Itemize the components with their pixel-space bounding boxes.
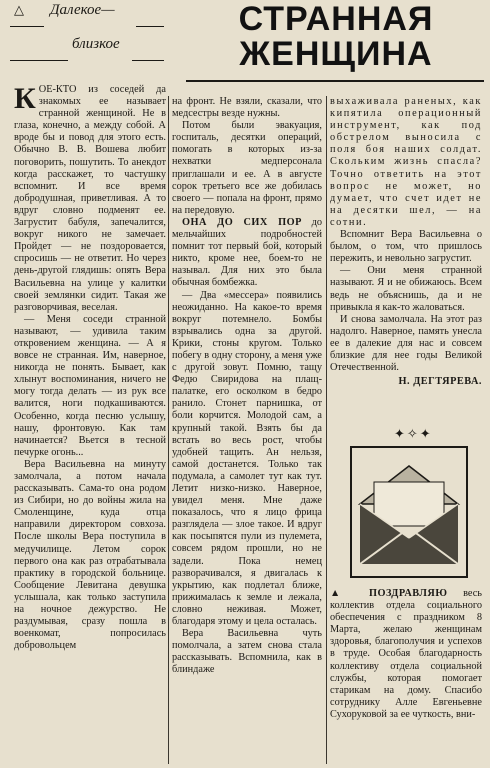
drop-cap: К [14, 84, 36, 115]
rubric-rule-bottom-left [10, 60, 68, 61]
subheading: ОНА ДО СИХ ПОР [182, 216, 302, 228]
article-headline [186, 2, 486, 72]
notice-lead: ПОЗДРАВЛЯЮ [368, 588, 448, 599]
rubric-rule-left [10, 26, 44, 27]
notice-text: весь коллектив отдела социального обеспечения с праздником 8 Марта, желаю женщинам здоровья, благополучия и успехов в труде. Особая благодарность коллективу отдела социальной службы, которая помогает старикам на дому. Спасибо сотруднику Алле Евгеньевне Сухоруковой за ее чуткость, вни- [330, 588, 482, 720]
paragraph: — Меня соседи странной называют, — удивила таким откровением женщина. — А я вовсе не странная. Им, наверное, никогда не понять. Бывает, как хлынут воспоминания, ничего не могу тогда делать — из рук все валится, ноги подкашиваются. Особенно, когда песню услышу, нашу, фронтовую. Как там начинается? Вьется в тесной печурке огонь... [14, 313, 166, 458]
headline-line-1: СТРАННАЯ [238, 0, 434, 38]
paragraph: выхаживала раненых, как кипятила операционный инструмент, как под обстрелом выносила с поля боя наших солдат. Скольким жизнь спасла? Точно ответить на этот вопрос не может, но думает, что счет идет не на десятки шел, — на сотни. [330, 96, 482, 228]
rubric-line-1: Далекое— [50, 2, 115, 18]
headline-rule [186, 80, 484, 82]
article-column-2 [172, 96, 322, 764]
paragraph: Вспомнит Вера Васильевна о былом, о том, что пришлось пережить, и невольно загрустит. [330, 229, 482, 265]
article-column-1 [14, 84, 166, 764]
triangle-icon: △ [14, 2, 24, 17]
rubric-rule-right [136, 26, 164, 27]
column-divider [168, 96, 169, 764]
paragraph [14, 84, 166, 314]
paragraph: Вера Васильевна на минуту замолчала, а потом начала рассказывать. Сама-то она родом из Сибири, но до войны жила на Смоленщине, куда отца направили директором совхоза. После школы Вера поступила в медучилище. Летом сорок первого она как раз отрабатывала практику в городской больнице. Сообщение Левитана девушка услышала, как только заступила на ночное дежурство. Не раздумывая, сразу пошла в военкомат, попросилась добровольцем [14, 458, 166, 652]
rubric-line-2: близкое [72, 36, 120, 52]
congratulations-notice [330, 588, 482, 764]
paragraph: на фронт. Не взяли, сказали, что медсестры везде нужны. [172, 96, 322, 120]
paragraph: — Они меня странной называют. Я и не обижаюсь. Всем ведь не объяснишь, да и не привыкла я как-то жаловаться. [330, 265, 482, 313]
paragraph [172, 217, 322, 290]
ornament-icon: ✦✧✦ [394, 426, 433, 441]
paragraph: Вера Васильевна чуть помолчала, а затем снова стала рассказывать. Вспомнила, как в блиндаже [172, 628, 322, 676]
paragraph-text: до мельчайших подробностей помнит тот первый бой, который никто, кроме нее, боем-то не называл. Для них это была обычная бомбежка. [172, 216, 322, 289]
rubric [10, 0, 165, 70]
triangle-bullet-icon: ▲ [330, 588, 354, 599]
envelope-icon [350, 446, 468, 578]
paragraph-text: ОЕ-КТО из соседей да знакомых ее называет странной женщиной. Не в глаза, конечно, а между собой. А вроде бы и повод для этого есть. Обычно В. В. Вошева любит поговорить, пошутить. То анекдот когда расскажет, то частушку вспомнит. И все время добродушная, приветливая. А то вдруг словно подменят ее. Загрустит бабуля, запечалится, вокруг никого не замечает. Пройдет — не поздоровается, спросишь — не ответит. Но через день-другой глядишь: опять Вера Васильевна на улице у калитки своей землянки сидит. Такая же разговорчивая, веселая. [14, 84, 166, 313]
article-author: Н. ДЕГТЯРЕВА. [398, 376, 482, 388]
rubric-rule-bottom-right [132, 60, 164, 61]
column-divider [326, 96, 327, 764]
paragraph: — Два «мессера» появились неожиданно. На какое-то время вокруг потемнело. Бомбы взрывались одна за другой. Крики, стоны кругом. Только побегу в одну сторону, а меня уже с другой зовут. Помню, тащу Федю Свиридова на плащ-палатке, его осколком в бедро ранило. Стонет парнишка, от боли корчится. Молодой сам, а крупный такой. Взять бы да встать во весь рост, чтобы удобней тащить. Ан нельзя, самой достанется. Только так подумала, а самолет тут как тут. Летит низко-низко. Наверное, увидел меня. Мне даже показалось, что я лицо фрица разглядела — злое такое. И вдруг как посыпятся пули из пулемета, совсем рядом прошли, но не задели. Пока немец разворачивался, я двигалась к укрытию, как подлетал ближе, прижималась к земле и лежала, словно неживая. Может, благодаря этому и цела осталась. [172, 289, 322, 628]
article-column-3 [330, 96, 482, 426]
headline-line-2: ЖЕНЩИНА [239, 35, 433, 73]
paragraph [330, 588, 482, 721]
paragraph: Потом были эвакуация, госпиталь, десятки операций, помогать в которых из-за нехватки медперсонала приглашали и ее. А в августе сорок третьего все же добилась своего — попала на фронт, прямо на передовую. [172, 120, 322, 216]
paragraph: И снова замолчала. На этот раз надолго. Наверное, память унесла ее в далекие для нас и совсем близкие для нее годы Великой Отечественной. [330, 313, 482, 374]
